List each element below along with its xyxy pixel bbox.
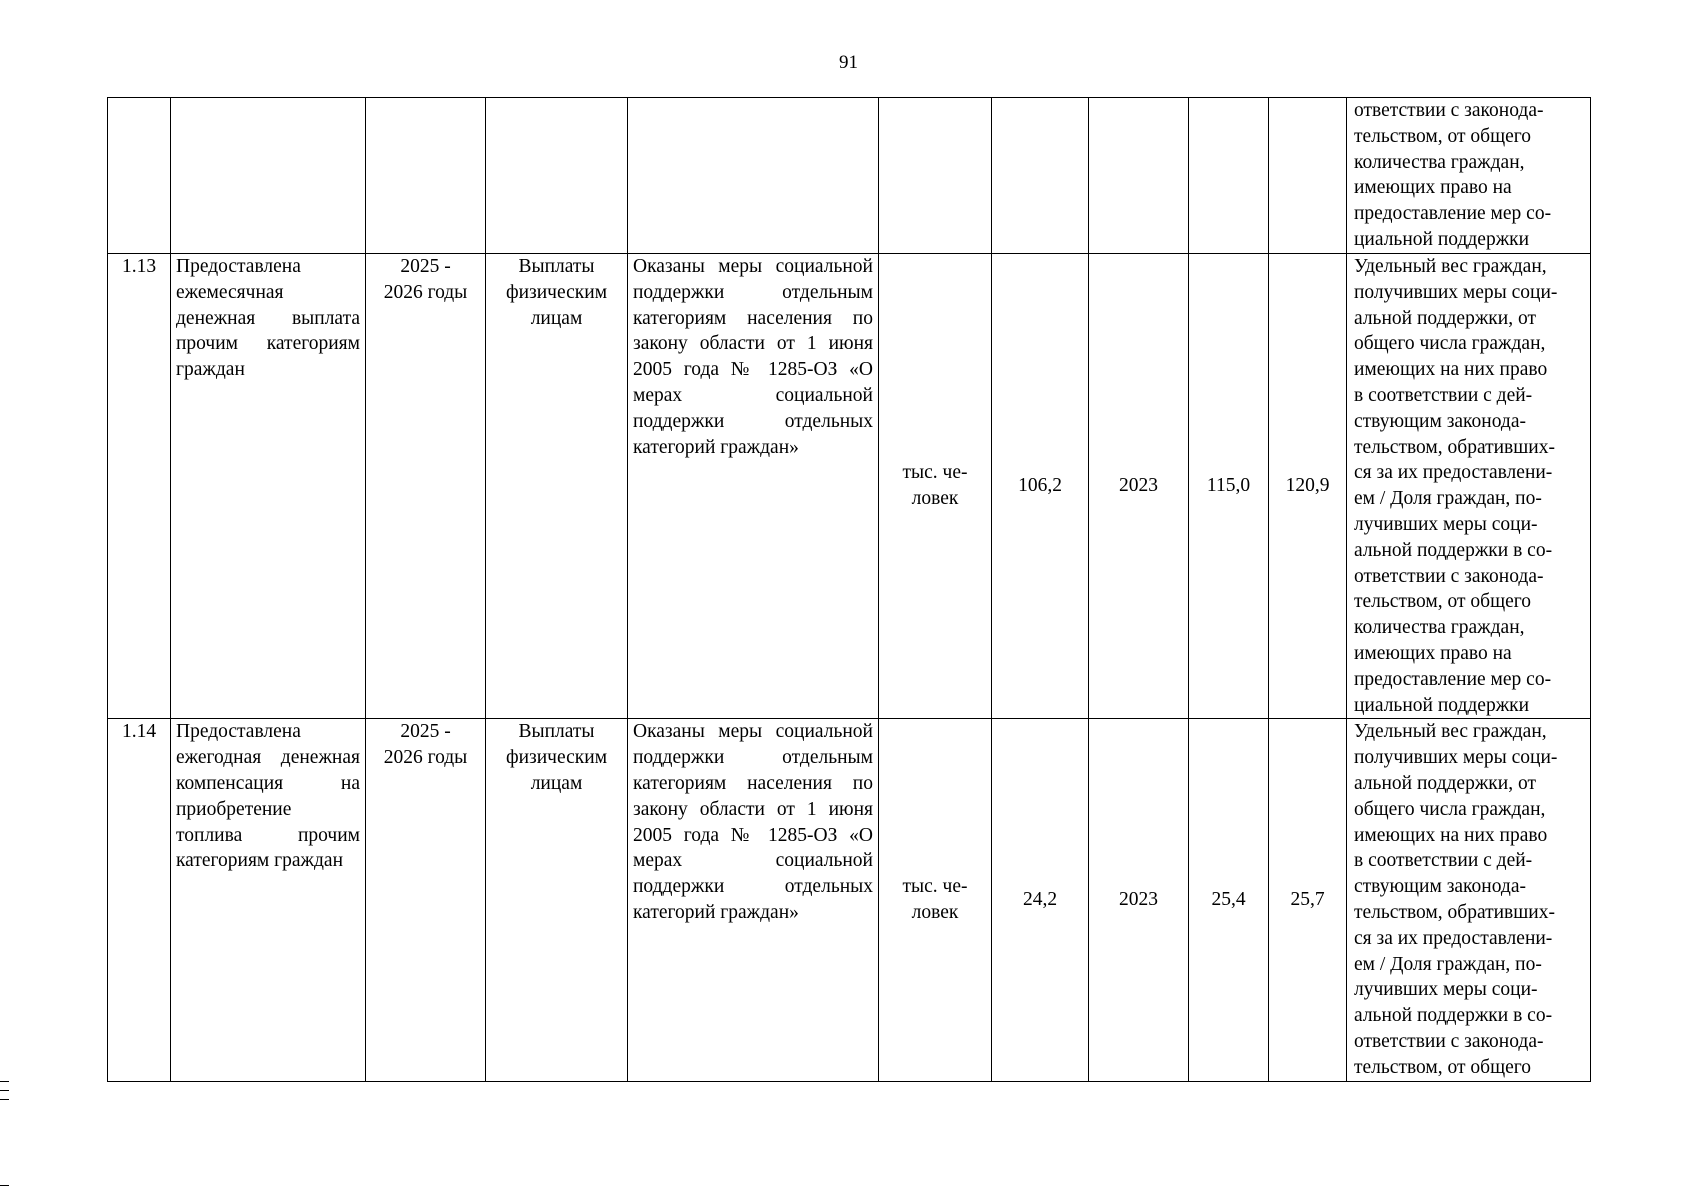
indicator-link: Удельный вес граждан, получивших меры соци- альной поддержки, от общего числа граждан, имеющих на них право в соответствии с дей- ствующим законода- тельством, обративших- ся за их предоставлени- ем / Доля граждан, по- лучивших меры соци- альной поддержки в со- ответствии с законода- тельством, от общего количества граждан, имеющих право на предоставление мер со- циальной поддержки <box>1347 254 1591 719</box>
margin-tick-mark <box>0 1090 9 1091</box>
base-year: 2023 <box>1089 719 1189 1081</box>
base-value: 24,2 <box>992 719 1089 1081</box>
measure-result: Оказаны меры социальной поддержки отдельным категориям населения по закону области от 1 июня 2005 года № 1285-ОЗ «О мерах социальной поддержки отдельных категорий граждан» <box>628 719 879 1081</box>
measure-type: Выплаты физическим лицам <box>486 254 628 719</box>
measure-type: Выплаты физическим лицам <box>486 719 628 1081</box>
indicator-link: Удельный вес граждан, получивших меры соци- альной поддержки, от общего числа граждан, имеющих на них право в соответствии с дей- ствующим законода- тельством, обративших- ся за их предоставлени- ем / Доля граждан, по- лучивших меры соци- альной поддержки в со- ответствии с законода- тельством, от общего <box>1347 719 1591 1081</box>
value-2025: 115,0 <box>1189 254 1269 719</box>
base-value <box>992 98 1089 254</box>
page-number: 91 <box>839 52 858 73</box>
indicator-link: ответствии с законода- тельством, от общего количества граждан, имеющих право на предоставление мер со- циальной поддержки <box>1347 98 1591 254</box>
implementation-period <box>366 98 486 254</box>
row-number: 1.14 <box>108 719 171 1081</box>
measures-table <box>107 97 1591 1082</box>
measure-name: Предоставлена ежемесячная денежная выплата прочим категориям граждан <box>171 254 366 719</box>
table-row <box>108 719 1591 1081</box>
base-year: 2023 <box>1089 254 1189 719</box>
row-number <box>108 98 171 254</box>
measure-type <box>486 98 628 254</box>
table-row <box>108 254 1591 719</box>
measure-name <box>171 98 366 254</box>
value-2025 <box>1189 98 1269 254</box>
value-2026: 25,7 <box>1269 719 1347 1081</box>
base-value: 106,2 <box>992 254 1089 719</box>
implementation-period: 2025 - 2026 годы <box>366 719 486 1081</box>
measure-result: Оказаны меры социальной поддержки отдельным категориям населения по закону области от 1 июня 2005 года № 1285-ОЗ «О мерах социальной поддержки отдельных категорий граждан» <box>628 254 879 719</box>
implementation-period: 2025 - 2026 годы <box>366 254 486 719</box>
measure-result <box>628 98 879 254</box>
margin-tick-mark <box>0 1081 9 1082</box>
value-2026 <box>1269 98 1347 254</box>
value-2026: 120,9 <box>1269 254 1347 719</box>
unit-of-measure: тыс. че- ловек <box>879 719 992 1081</box>
margin-tick-mark <box>0 1099 9 1100</box>
base-year <box>1089 98 1189 254</box>
value-2025: 25,4 <box>1189 719 1269 1081</box>
row-number: 1.13 <box>108 254 171 719</box>
margin-tick-mark <box>0 1185 9 1186</box>
unit-of-measure <box>879 98 992 254</box>
measure-name: Предоставлена ежегодная денежная компенсация на приобретение топлива прочим категориям граждан <box>171 719 366 1081</box>
table-row <box>108 98 1591 254</box>
unit-of-measure: тыс. че- ловек <box>879 254 992 719</box>
